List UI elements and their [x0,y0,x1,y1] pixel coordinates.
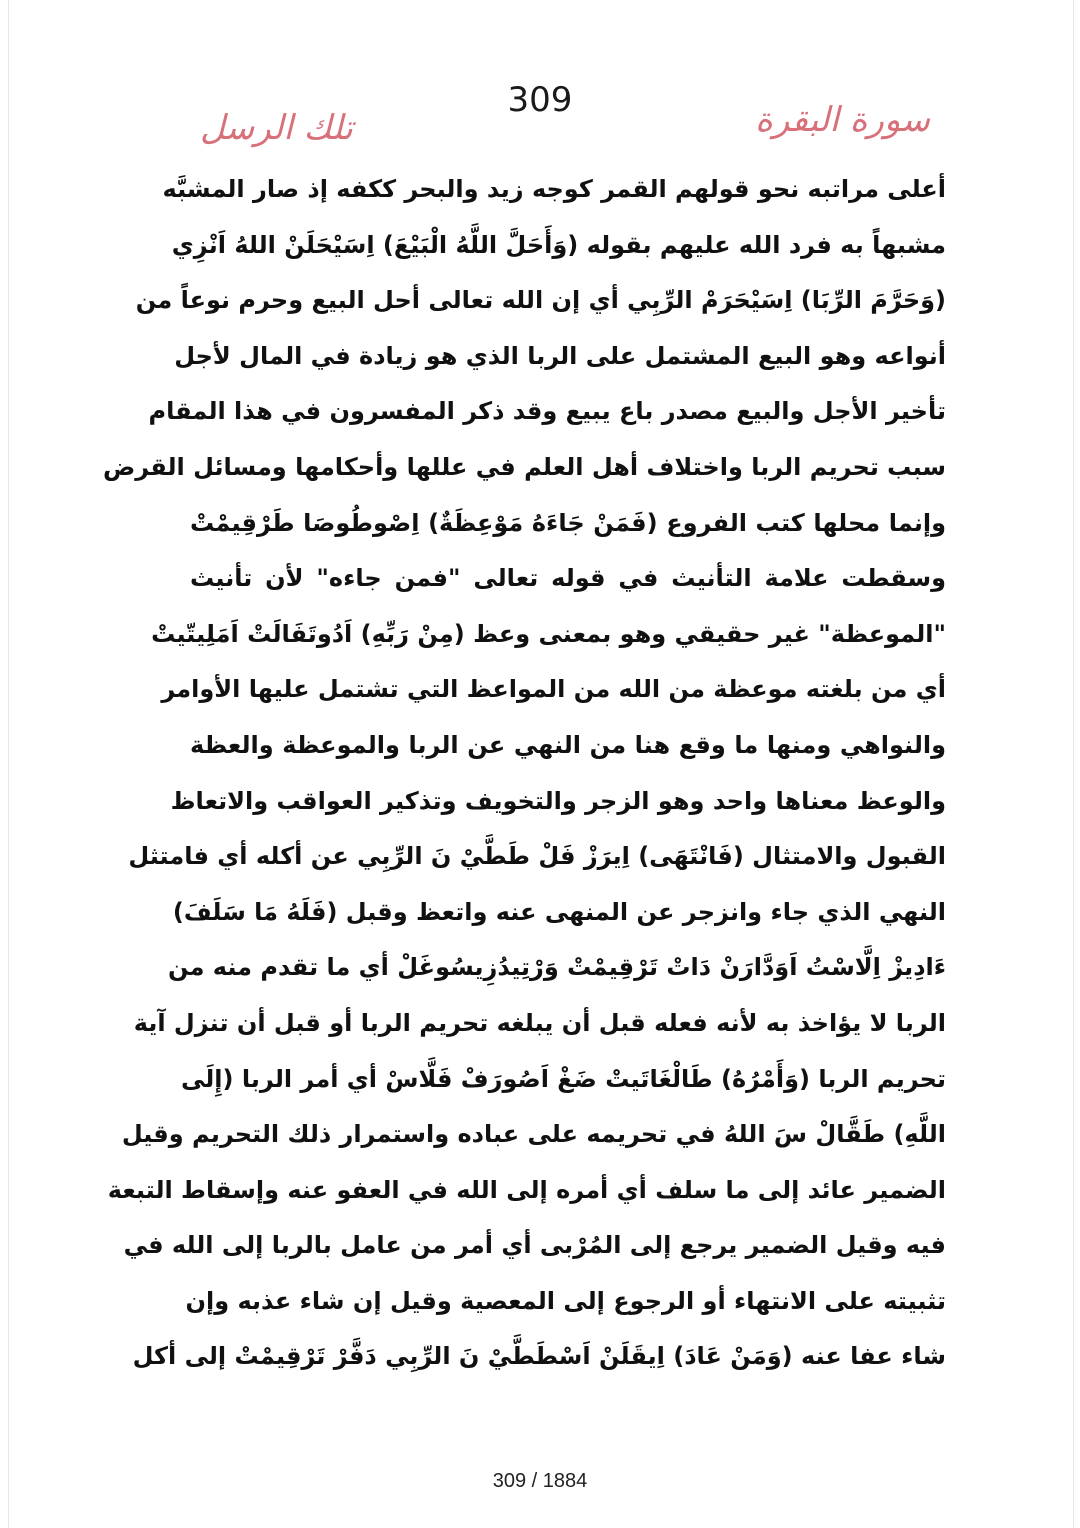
text-line: سبب تحريم الربا واختلاف أهل العلم في عللها وأحكامها ومسائل القرض [103,452,946,481]
text-line: تثبيته على الانتهاء أو الرجوع إلى المعصية وقيل إن شاء عذبه وإن [185,1286,946,1315]
text-line: (وَحَرَّمَ الرِّبَا) اِسَيْحَرَمْ الرِّبِي أي إن الله تعالى أحل البيع وحرم نوعاً من [135,286,946,315]
juz-handwritten-note: تلك الرسل [200,108,353,148]
text-line: أي من بلغته موعظة من الله من المواعظ التي تشتمل عليها الأوامر [161,675,946,704]
text-line: اللَّهِ) طَقَّالْ سَ اللهُ في تحريمه على عباده واستمرار ذلك التحريم وقيل [121,1120,946,1149]
text-line: وسقطت علامة التأنيث في قوله تعالى "فمن جاءه" لأن تأنيث [190,564,946,593]
text-line: "الموعظة" غير حقيقي وهو بمعنى وعظ (مِنْ رَبِّهِ) اَدُوتَفَالَتْ اَمَلِيتّيتْ [151,619,946,648]
text-line: وإنما محلها كتب الفروع (فَمَنْ جَاءَهُ مَوْعِظَةٌ) اِصْوطُوصَا طَرْقِيمْتْ [190,508,946,537]
text-line: فيه وقيل الضمير يرجع إلى المُرْبى أي أمر من عامل بالربا إلى الله في [123,1231,946,1260]
text-line: مشبهاً به فرد الله عليهم بقوله (وَأَحَلَّ اللَّهُ الْبَيْعَ) اِسَيْحَلَنْ اللهُ اَنْزِي [171,230,946,259]
page-counter: 309 / 1884 [492,1470,588,1492]
surah-handwritten-note: سورة البقرة [755,100,930,140]
body-text [103,162,946,1385]
text-line: تحريم الربا (وَأَمْرُهُ) طَالْغَاتَيتْ ضَغْ اَصُورَفْ فَلَّاسْ أي أمر الربا (إِلَى [181,1064,946,1093]
text-line: شاء عفا عنه (وَمَنْ عَادَ) اِيقَلَنْ اَسْطَطَّيْ نَ الرِّبِي دَفَّرْ تَرْقِيمْتْ إلى أكل [132,1342,946,1371]
text-line: الربا لا يؤاخذ به لأنه فعله قبل أن يبلغه تحريم الربا أو قبل أن تنزل آية [133,1008,946,1037]
page-number: 309 [507,80,573,120]
text-line: أعلى مراتبه نحو قولهم القمر كوجه زيد والبحر ككفه إذ صار المشبَّه [162,175,946,203]
text-line: النهي الذي جاء وانزجر عن المنهى عنه واتعظ وقبل (فَلَهُ مَا سَلَفَ) [172,897,946,926]
text-line: الضمير عائد إلى ما سلف أي أمره إلى الله في العفو عنه وإسقاط التبعة [107,1175,946,1204]
text-line: والنواهي ومنها ما وقع هنا من النهي عن الربا والموعظة والعظة [190,730,946,759]
text-line: أنواعه وهو البيع المشتمل على الربا الذي هو زيادة في المال لأجل [174,341,946,370]
text-line: القبول والامتثال (فَانْتَهَى) اِيرَزْ فَلْ طَطَّيْ نَ الرِّبِي عن أكله أي فامتثل [128,842,946,871]
text-line: ءَادِيزْ اِلَّاسْتُ اَوَدَّارَنْ دَاتْ تَرْقِيمْتْ وَرْتِيدُزِيسُوغَلْ أي ما تقدم منه من [167,953,946,982]
text-line: والوعظ معناها واحد وهو الزجر والتخويف وتذكير العواقب والاتعاظ [170,786,946,815]
text-line: تأخير الأجل والبيع مصدر باع يبيع وقد ذكر المفسرون في هذا المقام [148,397,946,426]
